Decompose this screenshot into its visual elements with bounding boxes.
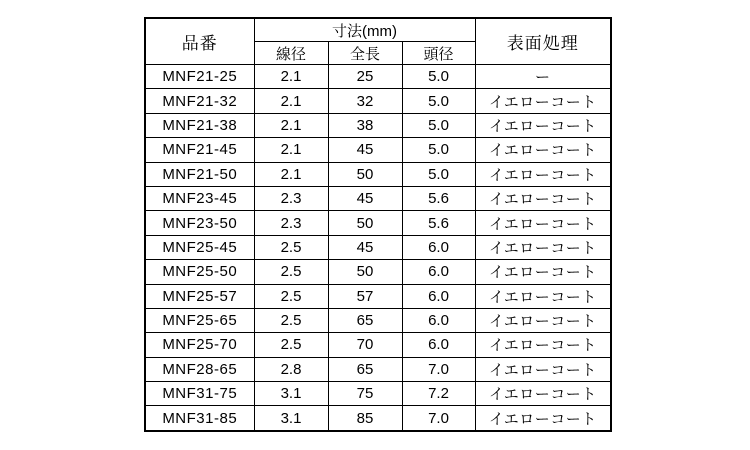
wire-diameter-cell: 2.5 xyxy=(254,284,328,308)
surface-treatment-cell: イエローコート xyxy=(475,406,611,431)
surface-treatment-cell: イエローコート xyxy=(475,162,611,186)
table-row xyxy=(145,138,611,162)
header-dimensions: 寸法(mm) xyxy=(254,18,475,42)
table-row xyxy=(145,357,611,381)
part-number-cell: MNF21-38 xyxy=(145,113,254,137)
table-row xyxy=(145,308,611,332)
part-number-cell: MNF25-70 xyxy=(145,333,254,357)
total-length-cell: 57 xyxy=(328,284,402,308)
wire-diameter-cell: 2.8 xyxy=(254,357,328,381)
head-diameter-cell: 5.0 xyxy=(402,89,475,113)
part-number-cell: MNF21-25 xyxy=(145,65,254,89)
table-row xyxy=(145,260,611,284)
total-length-cell: 50 xyxy=(328,162,402,186)
part-number-cell: MNF23-50 xyxy=(145,211,254,235)
table-row xyxy=(145,235,611,259)
head-diameter-cell: 6.0 xyxy=(402,308,475,332)
table-body xyxy=(145,65,611,431)
header-wire-diameter: 線径 xyxy=(254,42,328,65)
header-total-length: 全長 xyxy=(328,42,402,65)
surface-treatment-cell: イエローコート xyxy=(475,89,611,113)
total-length-cell: 65 xyxy=(328,308,402,332)
head-diameter-cell: 6.0 xyxy=(402,260,475,284)
table-row xyxy=(145,211,611,235)
wire-diameter-cell: 2.1 xyxy=(254,65,328,89)
header-surface-treatment: 表面処理 xyxy=(475,18,611,65)
head-diameter-cell: 6.0 xyxy=(402,235,475,259)
part-number-cell: MNF23-45 xyxy=(145,186,254,210)
wire-diameter-cell: 2.1 xyxy=(254,113,328,137)
header-row-top xyxy=(145,18,611,42)
total-length-cell: 50 xyxy=(328,260,402,284)
spec-table-container xyxy=(144,17,610,432)
header-part-number: 品番 xyxy=(145,18,254,65)
head-diameter-cell: 7.0 xyxy=(402,406,475,431)
head-diameter-cell: 5.0 xyxy=(402,162,475,186)
surface-treatment-cell: イエローコート xyxy=(475,113,611,137)
surface-treatment-cell: イエローコート xyxy=(475,211,611,235)
part-number-cell: MNF25-57 xyxy=(145,284,254,308)
head-diameter-cell: 5.0 xyxy=(402,65,475,89)
surface-treatment-cell: イエローコート xyxy=(475,186,611,210)
part-number-cell: MNF28-65 xyxy=(145,357,254,381)
surface-treatment-cell: イエローコート xyxy=(475,260,611,284)
head-diameter-cell: 7.0 xyxy=(402,357,475,381)
surface-treatment-cell: イエローコート xyxy=(475,308,611,332)
total-length-cell: 45 xyxy=(328,138,402,162)
head-diameter-cell: 6.0 xyxy=(402,333,475,357)
total-length-cell: 45 xyxy=(328,186,402,210)
table-row xyxy=(145,284,611,308)
total-length-cell: 45 xyxy=(328,235,402,259)
head-diameter-cell: 5.6 xyxy=(402,211,475,235)
head-diameter-cell: 5.0 xyxy=(402,138,475,162)
wire-diameter-cell: 2.5 xyxy=(254,308,328,332)
wire-diameter-cell: 2.3 xyxy=(254,211,328,235)
table-header xyxy=(145,18,611,65)
total-length-cell: 85 xyxy=(328,406,402,431)
wire-diameter-cell: 2.1 xyxy=(254,89,328,113)
part-number-cell: MNF21-50 xyxy=(145,162,254,186)
surface-treatment-cell: イエローコート xyxy=(475,382,611,406)
head-diameter-cell: 7.2 xyxy=(402,382,475,406)
table-row xyxy=(145,333,611,357)
surface-treatment-cell: イエローコート xyxy=(475,284,611,308)
spec-table xyxy=(144,17,612,432)
total-length-cell: 75 xyxy=(328,382,402,406)
header-head-diameter: 頭径 xyxy=(402,42,475,65)
total-length-cell: 70 xyxy=(328,333,402,357)
part-number-cell: MNF31-85 xyxy=(145,406,254,431)
table-row xyxy=(145,65,611,89)
part-number-cell: MNF25-45 xyxy=(145,235,254,259)
head-diameter-cell: 5.6 xyxy=(402,186,475,210)
wire-diameter-cell: 2.5 xyxy=(254,260,328,284)
wire-diameter-cell: 2.3 xyxy=(254,186,328,210)
wire-diameter-cell: 2.5 xyxy=(254,235,328,259)
part-number-cell: MNF31-75 xyxy=(145,382,254,406)
part-number-cell: MNF25-65 xyxy=(145,308,254,332)
wire-diameter-cell: 3.1 xyxy=(254,406,328,431)
table-row xyxy=(145,113,611,137)
wire-diameter-cell: 2.1 xyxy=(254,162,328,186)
total-length-cell: 32 xyxy=(328,89,402,113)
total-length-cell: 65 xyxy=(328,357,402,381)
surface-treatment-cell: イエローコート xyxy=(475,235,611,259)
table-row xyxy=(145,89,611,113)
total-length-cell: 50 xyxy=(328,211,402,235)
head-diameter-cell: 6.0 xyxy=(402,284,475,308)
wire-diameter-cell: 2.1 xyxy=(254,138,328,162)
table-row xyxy=(145,162,611,186)
surface-treatment-cell: イエローコート xyxy=(475,357,611,381)
wire-diameter-cell: 3.1 xyxy=(254,382,328,406)
part-number-cell: MNF25-50 xyxy=(145,260,254,284)
part-number-cell: MNF21-45 xyxy=(145,138,254,162)
surface-treatment-cell: イエローコート xyxy=(475,138,611,162)
total-length-cell: 25 xyxy=(328,65,402,89)
table-row xyxy=(145,406,611,431)
total-length-cell: 38 xyxy=(328,113,402,137)
wire-diameter-cell: 2.5 xyxy=(254,333,328,357)
surface-treatment-cell: ー xyxy=(475,65,611,89)
part-number-cell: MNF21-32 xyxy=(145,89,254,113)
table-row xyxy=(145,382,611,406)
surface-treatment-cell: イエローコート xyxy=(475,333,611,357)
table-row xyxy=(145,186,611,210)
head-diameter-cell: 5.0 xyxy=(402,113,475,137)
